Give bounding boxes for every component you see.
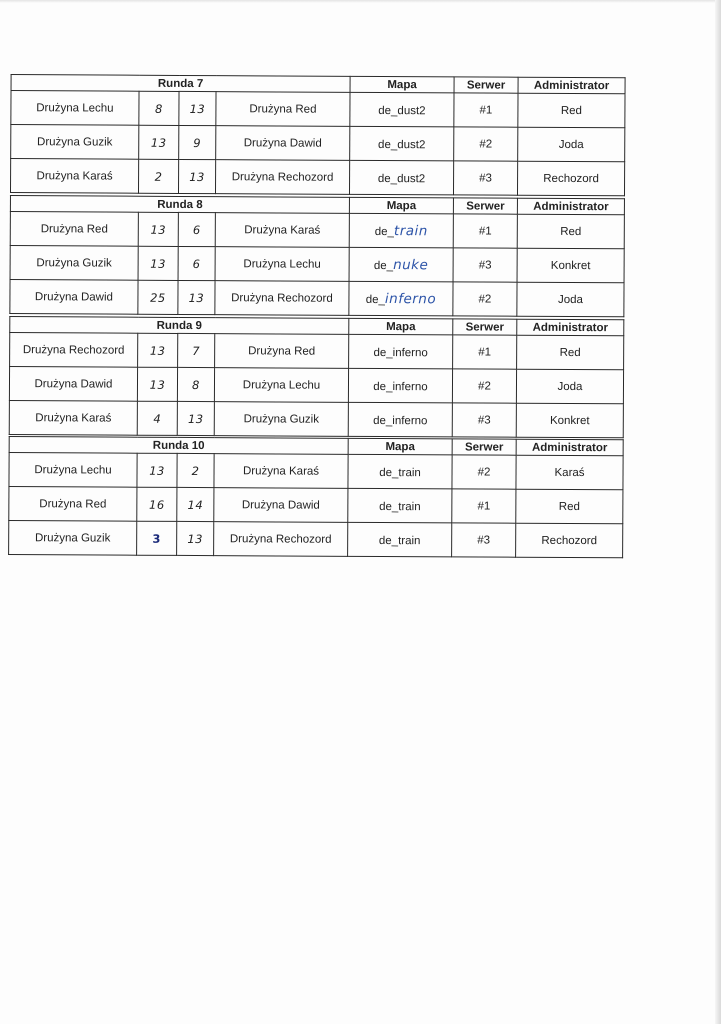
- map-cell: [349, 213, 453, 248]
- score-a: 13: [137, 453, 177, 487]
- map-header: Mapa: [349, 318, 453, 335]
- map-cell: [349, 334, 453, 369]
- score-a: 13: [137, 367, 177, 401]
- team-b: Drużyna Rechozord: [215, 281, 349, 316]
- map-cell: [348, 488, 452, 523]
- map-cell: [348, 454, 452, 489]
- score-a: 8: [139, 91, 179, 125]
- round-block-7: [10, 74, 626, 196]
- admin-header: Administrator: [518, 77, 625, 94]
- map-cell: [349, 247, 453, 282]
- map-name: de_train: [378, 534, 421, 547]
- score-b: 2: [177, 453, 214, 487]
- administrator: Red: [517, 335, 624, 370]
- map-name: de_inferno: [373, 346, 428, 359]
- team-b: Drużyna Karaś: [214, 454, 348, 489]
- score-b: 6: [178, 246, 215, 280]
- score-b: 14: [177, 487, 214, 521]
- round-title: Runda 10: [9, 437, 348, 455]
- match-row: [11, 91, 625, 128]
- admin-header: Administrator: [517, 319, 624, 336]
- round-block-9: [9, 316, 625, 438]
- score-a: 13: [138, 212, 178, 246]
- team-b: Drużyna Dawid: [216, 126, 350, 161]
- team-a: Drużyna Guzik: [10, 246, 138, 281]
- round-title: Runda 7: [11, 75, 350, 93]
- map-name: de_dust2: [378, 138, 426, 151]
- team-b: Drużyna Rechozord: [214, 522, 348, 557]
- match-row: [10, 246, 624, 283]
- map-prefix: de_: [373, 259, 394, 272]
- server-number: #2: [452, 455, 516, 489]
- match-row: [9, 453, 623, 490]
- map-name: de_inferno: [373, 380, 428, 393]
- server-header: Serwer: [453, 198, 517, 214]
- score-b: 13: [179, 91, 216, 125]
- score-a: 25: [138, 280, 178, 314]
- administrator: Konkret: [517, 248, 624, 283]
- team-a: Drużyna Guzik: [9, 521, 137, 556]
- team-a: Drużyna Rechozord: [10, 333, 138, 368]
- server-header: Serwer: [454, 77, 518, 93]
- round-table: [10, 74, 626, 196]
- team-b: Drużyna Rechozord: [215, 160, 349, 195]
- match-row: [10, 280, 624, 317]
- administrator: Rechozord: [516, 523, 623, 558]
- team-a: Drużyna Lechu: [11, 91, 139, 126]
- map-cell: [348, 402, 452, 437]
- match-row: [10, 159, 624, 196]
- map-name: de_dust2: [378, 104, 426, 117]
- score-b: 7: [178, 333, 215, 367]
- map-name: de_inferno: [373, 414, 428, 427]
- score-b: 9: [179, 125, 216, 159]
- team-b: Drużyna Guzik: [214, 402, 348, 437]
- map-header: Mapa: [348, 438, 452, 455]
- server-number: #3: [452, 403, 516, 437]
- team-b: Drużyna Karaś: [215, 213, 349, 248]
- team-b: Drużyna Red: [215, 334, 349, 369]
- server-number: #1: [453, 214, 517, 248]
- team-a: Drużyna Lechu: [9, 453, 137, 488]
- administrator: Joda: [516, 369, 623, 404]
- match-row: [9, 401, 623, 438]
- server-header: Serwer: [452, 439, 516, 455]
- score-a: 16: [137, 487, 177, 521]
- map-header: Mapa: [350, 76, 454, 93]
- server-number: #2: [452, 369, 516, 403]
- administrator: Konkret: [516, 403, 623, 438]
- score-a: 13: [138, 333, 178, 367]
- server-header: Serwer: [453, 319, 517, 335]
- map-handwritten: inferno: [384, 290, 437, 307]
- administrator: Joda: [518, 127, 625, 162]
- team-b: Drużyna Dawid: [214, 488, 348, 523]
- map-cell: [349, 281, 453, 316]
- map-prefix: de_: [365, 293, 385, 306]
- administrator: Red: [518, 93, 625, 128]
- round-title: Runda 8: [10, 196, 349, 214]
- map-cell: [350, 126, 454, 161]
- server-number: #2: [454, 127, 518, 161]
- server-number: #1: [453, 335, 517, 369]
- score-a: 13: [139, 125, 179, 159]
- team-a: Drużyna Red: [10, 212, 138, 247]
- map-cell: [350, 92, 454, 127]
- administrator: Karaś: [516, 455, 623, 490]
- administrator: Joda: [517, 282, 624, 317]
- score-b: 13: [178, 280, 215, 314]
- map-handwritten: nuke: [393, 256, 429, 273]
- map-name: de_train: [379, 500, 421, 513]
- score-b: 8: [177, 367, 214, 401]
- score-b: 13: [177, 401, 214, 435]
- round-title: Runda 9: [10, 317, 349, 335]
- team-a: Drużyna Karaś: [9, 401, 137, 436]
- map-cell: [349, 160, 453, 195]
- map-name: de_train: [379, 466, 421, 479]
- team-b: Drużyna Red: [216, 92, 350, 127]
- score-a: 3: [137, 521, 177, 555]
- server-number: #1: [454, 93, 518, 127]
- server-number: #3: [452, 523, 516, 557]
- team-a: Drużyna Red: [9, 487, 137, 522]
- administrator: Red: [516, 489, 623, 524]
- team-a: Drużyna Dawid: [10, 280, 138, 315]
- round-table: [8, 436, 624, 558]
- map-prefix: de_: [374, 225, 394, 238]
- map-cell: [348, 522, 452, 557]
- score-b: 6: [178, 212, 215, 246]
- admin-header: Administrator: [516, 439, 623, 456]
- scan-top-edge: [0, 0, 721, 3]
- match-row: [9, 521, 623, 558]
- score-a: 4: [137, 401, 177, 435]
- score-a: 13: [138, 246, 178, 280]
- map-handwritten: train: [393, 222, 428, 239]
- server-number: #2: [453, 282, 517, 316]
- match-row: [9, 487, 623, 524]
- score-b: 13: [178, 159, 215, 193]
- match-row: [9, 367, 623, 404]
- team-a: Drużyna Karaś: [10, 159, 138, 194]
- match-row: [11, 125, 625, 162]
- team-a: Drużyna Guzik: [11, 125, 139, 160]
- round-table: [9, 316, 625, 438]
- team-b: Drużyna Lechu: [214, 368, 348, 403]
- round-table: [9, 195, 625, 317]
- server-number: #1: [452, 489, 516, 523]
- administrator: Red: [517, 214, 624, 249]
- map-name: de_dust2: [377, 172, 426, 185]
- map-cell: [348, 368, 452, 403]
- server-number: #3: [453, 161, 517, 195]
- scan-right-edge: [715, 0, 721, 1024]
- server-number: #3: [453, 248, 517, 282]
- score-b: 13: [177, 521, 214, 555]
- score-a: 2: [138, 159, 178, 193]
- match-row: [10, 212, 624, 249]
- map-header: Mapa: [349, 197, 453, 214]
- team-a: Drużyna Dawid: [9, 367, 137, 402]
- round-block-8: [9, 195, 625, 317]
- administrator: Rechozord: [517, 161, 624, 196]
- team-b: Drużyna Lechu: [215, 247, 349, 282]
- admin-header: Administrator: [517, 198, 624, 215]
- round-block-10: [8, 436, 624, 558]
- match-row: [10, 333, 624, 370]
